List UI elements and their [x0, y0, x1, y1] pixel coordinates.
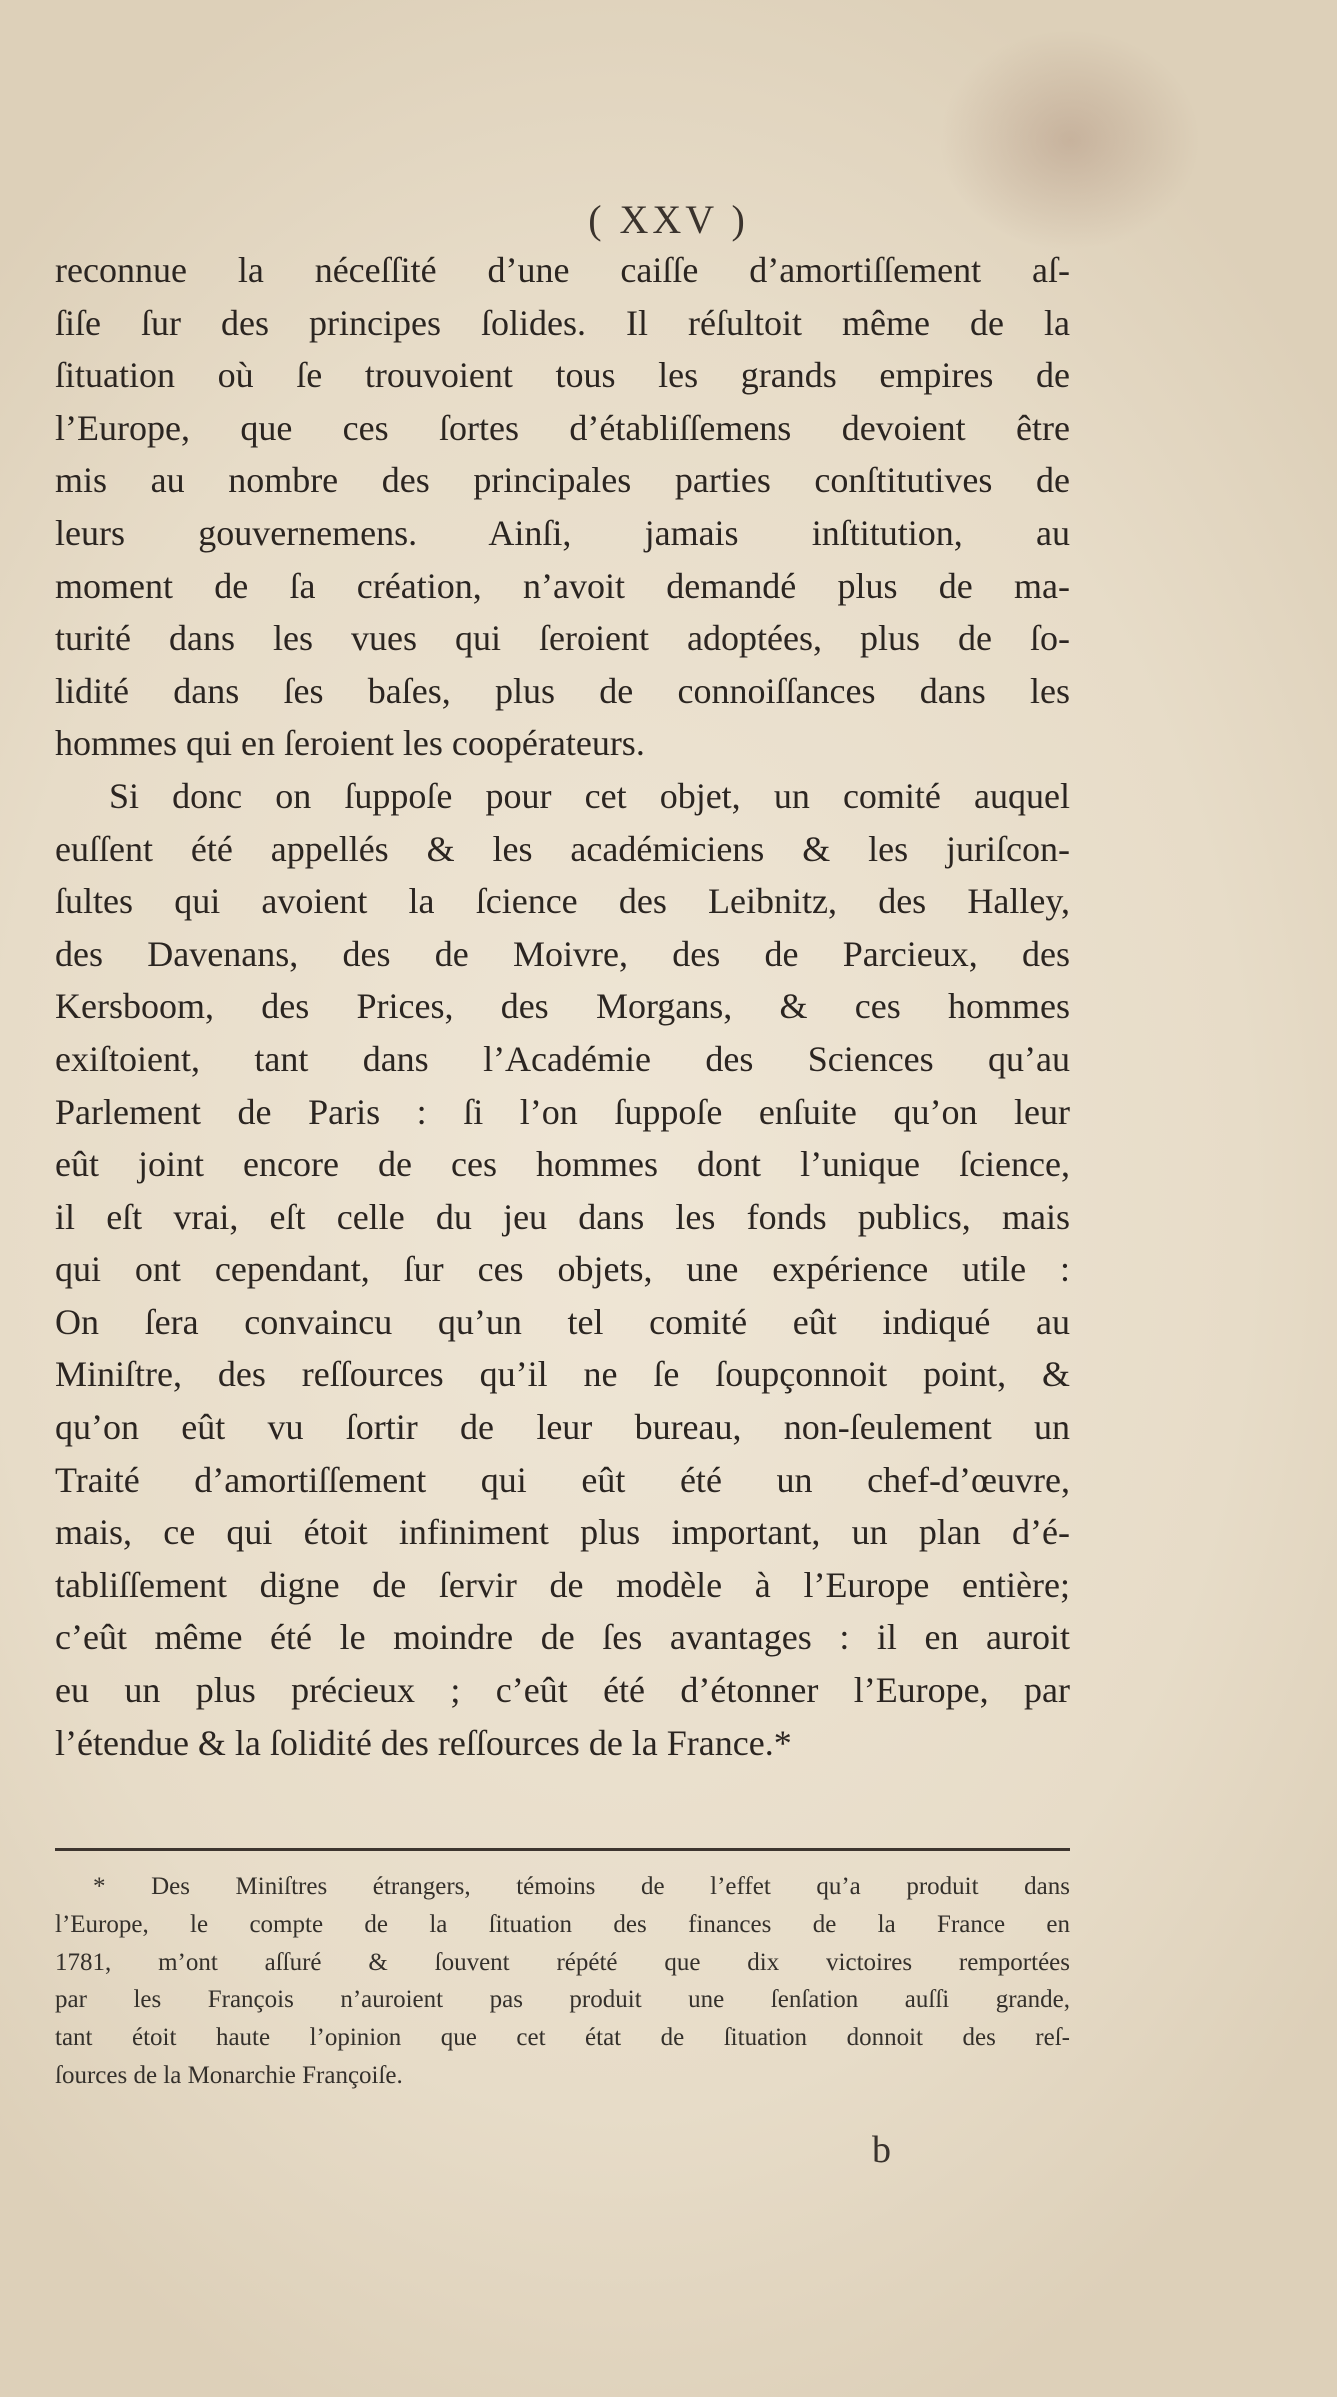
text-line: Si donc on ſuppoſe pour cet objet, un comité auquel [109, 775, 1070, 816]
text-line: mais, ce qui étoit infiniment plus important, un plan d’é- [55, 1512, 1070, 1553]
footnote-line: l’Europe, le compte de la ſituation des finances de la France en [55, 1910, 1070, 1938]
text-line: des Davenans, des de Moivre, des de Parcieux, des [55, 933, 1070, 974]
footnote-divider [55, 1848, 1070, 1851]
text-line: qu’on eût vu ſortir de leur bureau, non-ſeulement un [55, 1407, 1070, 1448]
text-line: moment de ſa création, n’avoit demandé plus de ma- [55, 565, 1070, 606]
page-number: ( XXV ) [588, 197, 749, 242]
text-line: l’étendue & la ſolidité des reſſources de la France.* [55, 1722, 792, 1763]
text-line: qui ont cependant, ſur ces objets, une expérience utile : [55, 1249, 1070, 1290]
text-line: Kersboom, des Prices, des Morgans, & ces hommes [55, 986, 1070, 1027]
footnote-line: 1781, m’ont aſſuré & ſouvent répété que dix victoires remportées [55, 1948, 1070, 1976]
text-line: Traité d’amortiſſement qui eût été un chef-d’œuvre, [55, 1459, 1070, 1500]
text-line: l’Europe, que ces ſortes d’établiſſemens devoient être [55, 407, 1070, 448]
text-line: c’eût même été le moindre de ſes avantages : il en auroit [55, 1617, 1070, 1658]
text-line: Miniſtre, des reſſources qu’il ne ſe ſoupçonnoit point, & [55, 1354, 1070, 1395]
text-line: tabliſſement digne de ſervir de modèle à l’Europe entière; [55, 1564, 1070, 1605]
text-line: lidité dans ſes baſes, plus de connoiſſances dans les [55, 670, 1070, 711]
text-line: hommes qui en ſeroient les coopérateurs. [55, 723, 645, 764]
text-line: euſſent été appellés & les académiciens & les juriſcon- [55, 828, 1070, 869]
main-text [55, 244, 1070, 1769]
text-line: eu un plus précieux ; c’eût été d’étonner l’Europe, par [55, 1670, 1070, 1711]
text-line: turité dans les vues qui ſeroient adoptées, plus de ſo- [55, 618, 1070, 659]
text-line: mis au nombre des principales parties conſtitutives de [55, 460, 1070, 501]
text-line: il eſt vrai, eſt celle du jeu dans les fonds publics, mais [55, 1196, 1070, 1237]
footnote-line: * Des Miniſtres étrangers, témoins de l’effet qu’a produit dans [93, 1873, 1070, 1900]
text-line: ſituation où ſe trouvoient tous les grands empires de [55, 355, 1070, 396]
text-line: On ſera convaincu qu’un tel comité eût indiqué au [55, 1301, 1070, 1342]
footnote-line: ſources de la Monarchie Françoiſe. [55, 2061, 403, 2089]
text-line: leurs gouvernemens. Ainſi, jamais inſtitution, au [55, 512, 1070, 553]
text-line: reconnue la néceſſité d’une caiſſe d’amortiſſement aſ- [55, 250, 1070, 290]
text-line: exiſtoient, tant dans l’Académie des Sciences qu’au [55, 1038, 1070, 1079]
signature-mark: b [872, 2129, 891, 2171]
text-line: Parlement de Paris : ſi l’on ſuppoſe enſuite qu’on leur [55, 1091, 1070, 1132]
footnote-line: tant étoit haute l’opinion que cet état de ſituation donnoit des reſ- [55, 2024, 1070, 2052]
footnote [55, 1868, 1070, 2095]
text-line: eût joint encore de ces hommes dont l’unique ſcience, [55, 1144, 1070, 1185]
text-line: ſultes qui avoient la ſcience des Leibnitz, des Halley, [55, 881, 1070, 922]
footnote-line: par les François n’auroient pas produit une ſenſation auſſi grande, [55, 1986, 1070, 2014]
text-line: ſiſe ſur des principes ſolides. Il réſultoit même de la [55, 302, 1070, 343]
